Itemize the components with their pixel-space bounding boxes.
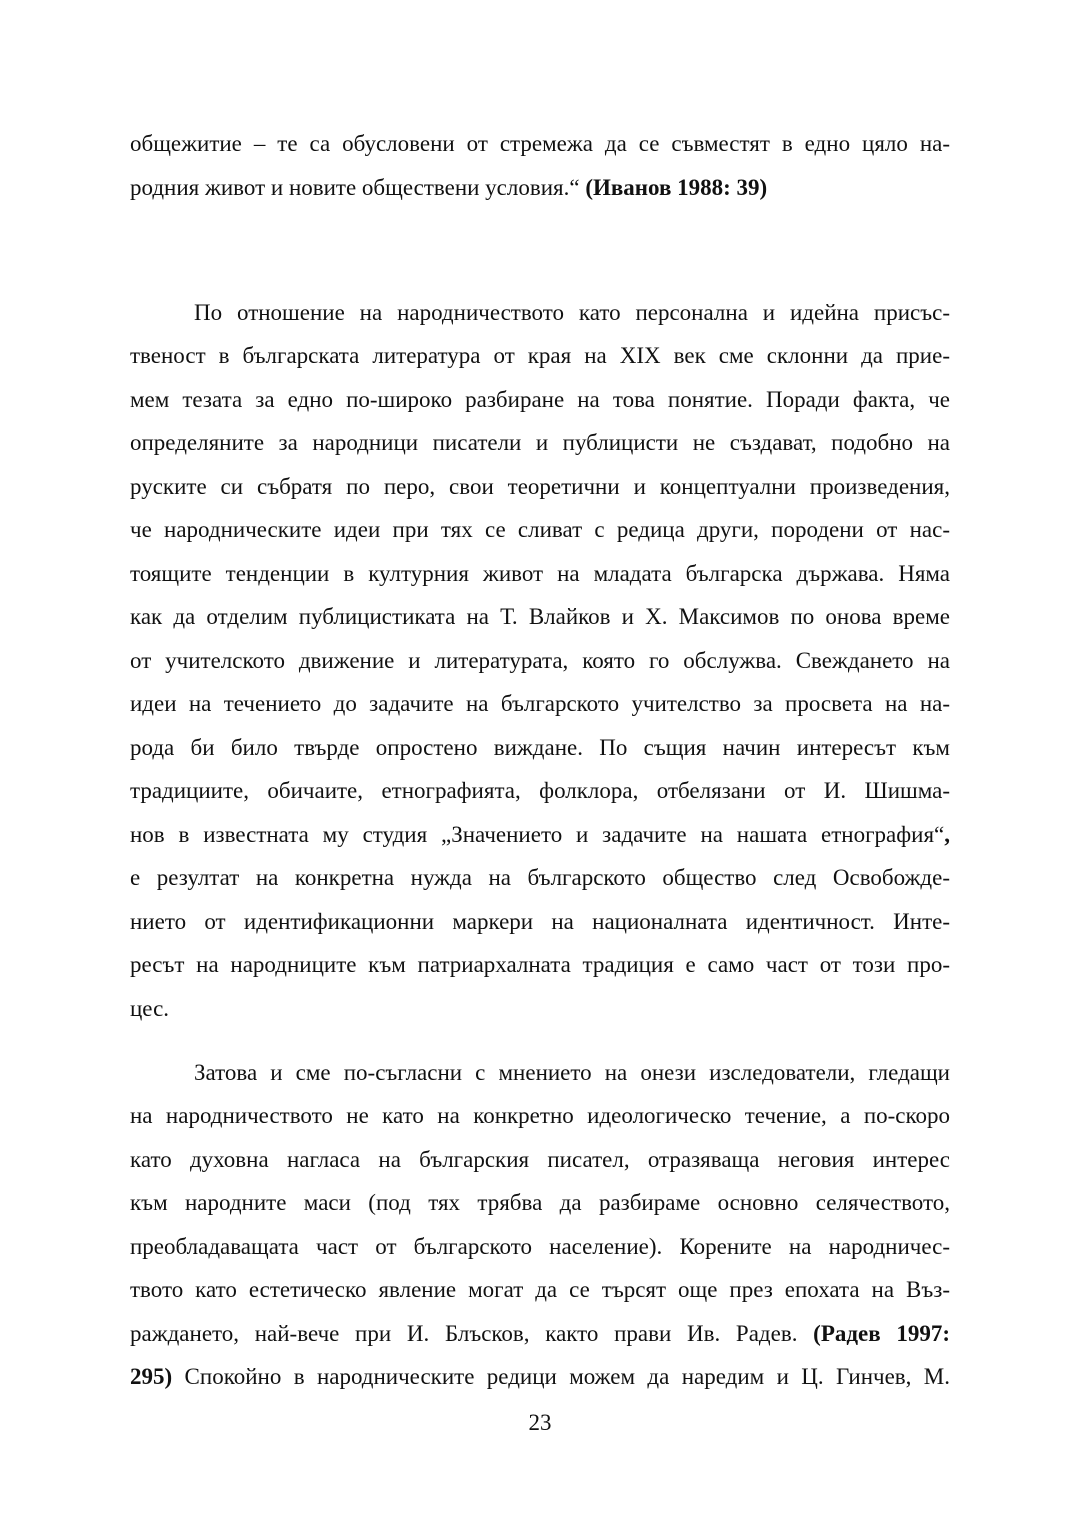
text-line — [130, 684, 950, 724]
text-line — [130, 1140, 950, 1180]
text-line — [130, 641, 950, 681]
text-line — [130, 1183, 950, 1223]
text-run: нов в известната му студия „Значението и задачите на нашата етнография“ — [130, 822, 945, 847]
text-line — [130, 815, 950, 855]
text-line — [130, 1227, 950, 1267]
text-line — [130, 554, 950, 594]
page-number: 23 — [528, 1410, 552, 1435]
text-line — [130, 771, 950, 811]
text-run: на народничеството не като на конкретно идеологическо течение, а по-скоро — [130, 1103, 950, 1128]
text-line — [130, 423, 950, 463]
paragraph-first-line — [194, 1053, 950, 1093]
citation: (Иванов 1988: 39) — [585, 175, 768, 200]
text-line — [130, 902, 950, 942]
text-run: твото като естетическо явление могат да се търсят още през епохата на Въз- — [130, 1277, 950, 1302]
text-run: от учителското движение и литературата, която го обслужва. Свеждането на — [130, 648, 950, 673]
text-line — [130, 336, 950, 376]
text-line — [130, 945, 950, 985]
text-run: общежитие – те са обусловени от стремежа да се съвместят в едно цяло на- — [130, 131, 950, 156]
text-run: нието от идентификационни маркери на националната идентичност. Инте- — [130, 909, 950, 934]
text-line — [130, 1314, 950, 1354]
text-run: е резултат на конкретна нужда на българското общество след Освобожде- — [130, 865, 950, 890]
text-line — [130, 597, 950, 637]
text-line — [130, 168, 950, 208]
text-line — [130, 728, 950, 768]
text-run: преобладаващата част от българското население). Корените на народничес- — [130, 1234, 950, 1259]
text-run: раждането, най-вече при И. Блъсков, както прави Ив. Радев. — [130, 1321, 814, 1346]
citation: 295) — [130, 1364, 173, 1389]
text-line — [130, 124, 950, 164]
text-run: ресът на народниците към патриархалната традиция е само част от този про- — [130, 952, 950, 977]
bold-comma: , — [944, 822, 950, 847]
text-line — [130, 858, 950, 898]
text-run: тоящите тенденции в културния живот на младата българска държава. Няма — [130, 561, 950, 586]
text-run: идеи на течението до задачите на българското учителство за просвета на на- — [130, 691, 950, 716]
text-run: традициите, обичаите, етнографията, фолклора, отбелязани от И. Шишма- — [130, 778, 950, 803]
text-line — [130, 1270, 950, 1310]
text-line — [130, 989, 950, 1029]
text-run: как да отделим публицистиката на Т. Влайков и Х. Максимов по онова време — [130, 604, 950, 629]
text-run: мем тезата за едно по-широко разбиране на това понятие. Поради факта, че — [130, 387, 950, 412]
text-run: По отношение на народничеството като персонална и идейна присъс- — [194, 300, 950, 325]
text-run: Спокойно в народническите редици можем да наредим и Ц. Гинчев, М. — [172, 1364, 950, 1389]
text-run: определяните за народници писатели и публицисти не създават, подобно на — [130, 430, 950, 455]
text-run: твеност в българската литература от края на XIX век сме склонни да прие- — [130, 343, 950, 368]
text-run: цес. — [130, 996, 170, 1021]
citation: (Радев 1997: — [813, 1321, 950, 1346]
text-line — [130, 1357, 950, 1397]
text-run: родния живот и новите обществени условия.“ — [130, 175, 586, 200]
text-run: руските си събратя по перо, свои теоретични и концептуални произведения, — [130, 474, 950, 499]
text-line — [130, 380, 950, 420]
text-run: Затова и сме по-съгласни с мнението на онези изследователи, гледащи — [194, 1060, 950, 1085]
text-line — [130, 1096, 950, 1136]
text-line — [130, 510, 950, 550]
text-run: че народническите идеи при тях се сливат с редица други, породени от нас- — [130, 517, 950, 542]
paragraph-first-line — [194, 293, 950, 333]
text-run: като духовна нагласа на българския писател, отразяваща неговия интерес — [130, 1147, 950, 1172]
text-run: рода би било твърде опростено виждане. По същия начин интересът към — [130, 735, 950, 760]
text-line — [130, 467, 950, 507]
text-run: към народните маси (под тях трябва да разбираме основно селячеството, — [130, 1190, 950, 1215]
